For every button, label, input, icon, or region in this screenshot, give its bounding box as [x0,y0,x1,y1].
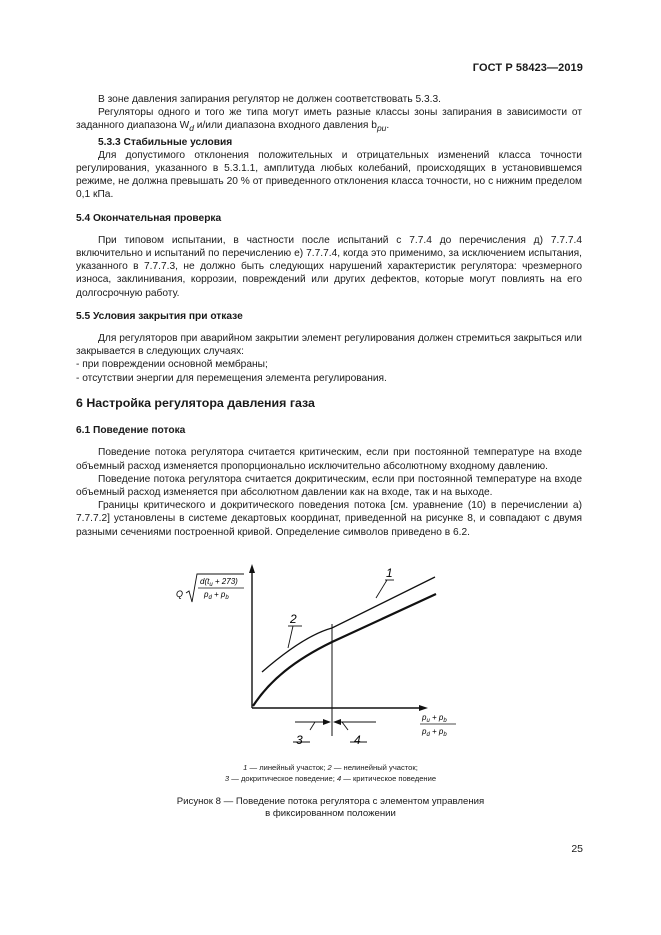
y-axis-label-denominator: $p_d + p_b$ [204,590,229,601]
legend-number: 4 [336,774,342,783]
list-item: - отсутствии энергии для перемещения элемента регулирования. [76,372,387,384]
paragraph: Поведение потока регулятора считается критическим, если при постоянной температуре на входе объемный расход изменяется пропорционально исключительно абсолютному входному давлению. [76,447,582,472]
x-axis-label-denominator: $p_d + p_b$ [422,727,447,738]
list-item: - при повреждении основной мембраны; [76,359,268,371]
curve-label-2: 2 [290,612,297,626]
legend-number: 2 [327,763,332,772]
y-axis-arrow [249,564,255,573]
standard-number: ГОСТ Р 58423—2019 [472,62,583,74]
heading-text: 5.4 Окончательная проверка [76,212,222,224]
y-axis-label-q: Q [176,589,184,599]
subscript: d [189,123,194,134]
label-3-leader [310,722,315,730]
paragraph: В зоне давления запирания регулятор не должен соответствовать 5.3.3. [98,94,441,105]
paragraph-text: Регуляторы одного и того же типа могут иметь разные классы зоны запирания в зависимости от заданного диапазона W [76,107,582,132]
paragraph: При типовом испытании, в частности после испытаний с 7.7.4 до перечисления д) 7.7.7.4 включительно и испытаний по перечислению е) 7.7.7.4, когда это применимо, за исключением испытания, указанного в 7.7.7.3, не должно быть следующих нарушений характеристик регулятора: чрезмерного износа, заклинивания, коррозии, повреждений или других дефектов, которые могут повлиять на его долгосрочную работу. [76,234,582,299]
curve-label-1: 1 [386,566,393,580]
curve-line-1 [262,577,435,672]
paragraph-text: и/или диапазона входного давления b [193,120,377,132]
subscript: pu [376,123,387,134]
y-axis-label-numerator: $d(t_u + 273)$ [200,577,238,588]
critical-arrowhead [333,719,341,725]
subsection-heading: 5.3.3 Стабильные условия [98,136,233,148]
region-label-4: 4 [354,733,361,747]
figure-legend-line-2 [0,773,661,784]
paragraph: Для регуляторов при аварийном закрытии элемент регулирования должен стремиться закрыться или закрывается в следующих случаях: [76,333,582,358]
figure-8-diagram [160,560,490,760]
legend-text: — нелинейный участок; [331,763,418,772]
label-2-leader [288,626,293,648]
chapter-heading: 6 Настройка регулятора давления газа [76,395,315,410]
legend-text: — докритическое поведение; [229,774,337,783]
paragraph [76,106,582,135]
paragraph: Границы критического и докритического поведения потока [см. уравнение (10) в перечислении а) 7.7.7.2] установлены в системе декартовых координат, приведенной на рисунке 8, и совпадают с двумя разными сечениями построенной кривой. Определение символов приведено в 6.2. [76,500,582,538]
section-heading [76,212,582,225]
legend-number: 3 [224,774,230,783]
section-heading: 5.5 Условия закрытия при отказе [76,310,243,322]
label-4-leader [342,722,348,730]
page-number: 25 [571,843,583,855]
x-axis-arrow [419,705,428,711]
x-axis-label-numerator: $p_u + p_b$ [422,713,447,724]
legend-number: 1 [243,763,248,772]
legend-text: — линейный участок; [247,763,328,772]
figure-caption-line-1: Рисунок 8 — Поведение потока регулятора с элементом управления [176,796,485,807]
figure-caption-line-2: в фиксированном положении [265,808,396,819]
legend-text: — критическое поведение [341,774,437,783]
paragraph: Для допустимого отклонения положительных и отрицательных изменений класса точности регулирования, указанного в 5.3.1.1, амплитуда любых колебаний, происходящих в установившемся режиме, не должна превышать 20 % от приведенного отклонения класса точности, но с нижним пределом 0,1 кПа. [76,149,582,201]
subcritical-arrowhead [323,719,331,725]
region-label-3: 3 [296,733,303,747]
figure-legend-line-1 [0,762,661,773]
paragraph: Поведение потока регулятора считается докритическим, если при постоянной температуре на входе объемный расход изменяется при абсолютном давлении как на входе, так и на выходе. [76,473,582,498]
paragraph-text: . [386,120,390,132]
section-heading: 6.1 Поведение потока [76,425,186,437]
document-body [76,93,582,539]
curve-line-2 [253,594,436,706]
label-1-leader [376,580,387,598]
